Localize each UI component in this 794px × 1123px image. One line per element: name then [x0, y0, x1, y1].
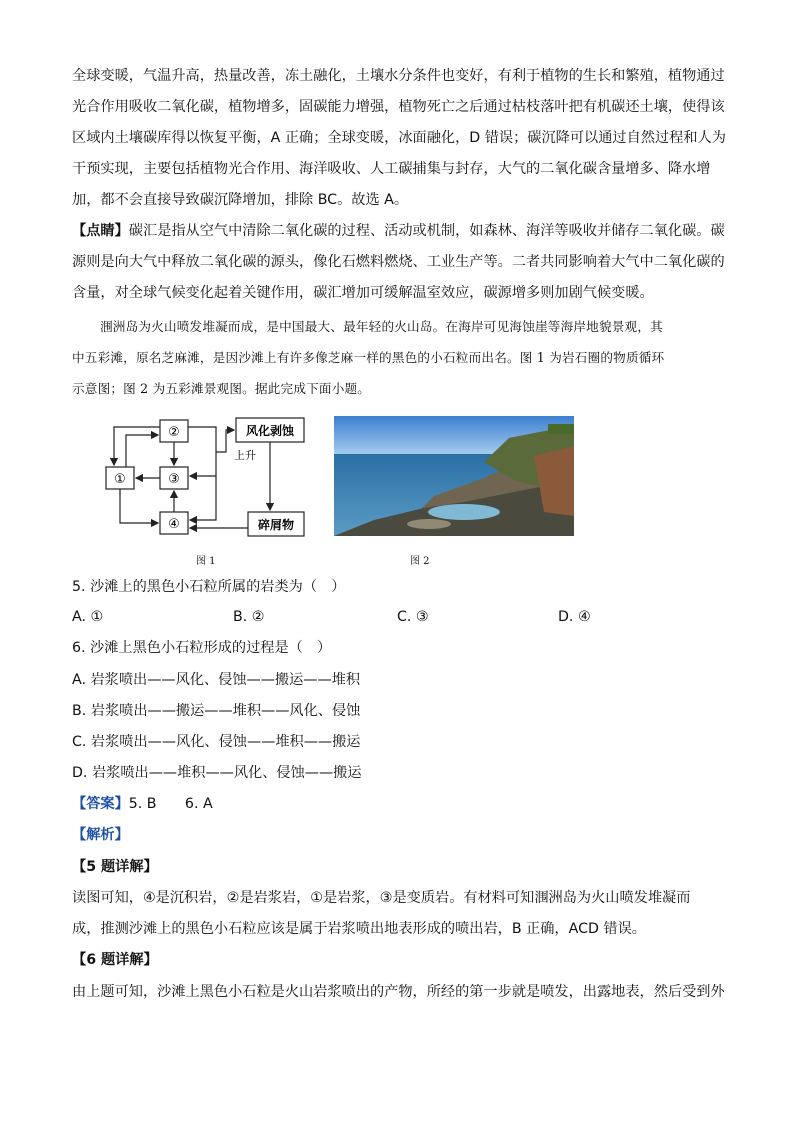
question-stem: 5. 沙滩上的黑色小石粒所属的岩类为（ ） [72, 579, 346, 595]
node-2-label: ② [168, 425, 180, 440]
option-d: D. 岩浆喷出——堆积——风化、侵蚀——搬运 [72, 765, 362, 781]
node-3 [160, 467, 188, 489]
box-sediment [248, 512, 304, 536]
detail-6-tag: 【6 题详解】 [72, 952, 158, 968]
answer-text: 5. B 6. A [128, 796, 213, 812]
text-line [72, 216, 725, 247]
option-c: C. ③ [397, 609, 429, 625]
option-a: A. ① [72, 609, 104, 625]
text-line: 区域内土壤碳库得以恢复平衡，A 正确；全球变暖，冰面融化，D 错误；碳沉降可以通过自然过程和人为 [72, 130, 726, 146]
text-line: 含量，对全球气候变化起着关键作用，碳汇增加可缓解温室效应，碳源增多则加剧气候变暖。 [72, 285, 654, 301]
answer-line [72, 789, 722, 820]
option-c: C. 岩浆喷出——风化、侵蚀——堆积——搬运 [72, 734, 361, 750]
text-line: 全球变暖，气温升高，热量改善，冻土融化，土壤水分条件也变好，有利于植物的生长和繁殖，植物通过 [72, 68, 725, 84]
text-line: 中五彩滩，原名芝麻滩，是因沙滩上有许多像芝麻一样的黑色的小石粒而出名。图 1 为岩石圈的物质循环 [72, 350, 665, 365]
text-line: 源则是向大气中释放二氧化碳的源头，像化石燃料燃烧、工业生产等。二者共同影响着大气中二氧化碳的 [72, 254, 725, 270]
option-a: A. 岩浆喷出——风化、侵蚀——搬运——堆积 [72, 672, 361, 688]
option-b: B. 岩浆喷出——搬运——堆积——风化、侵蚀 [72, 703, 361, 719]
question-stem: 6. 沙滩上黑色小石粒形成的过程是（ ） [72, 640, 332, 656]
box-sediment-label: 碎屑物 [257, 518, 295, 532]
figure2-caption: 图 2 [410, 556, 430, 567]
text-line: 涠洲岛为火山喷发堆凝而成，是中国最大、最年轻的火山岛。在海岸可见海蚀崖等海岸地貌景观，其 [100, 319, 663, 334]
landscape-photo [334, 416, 574, 536]
answer-tag: 【答案】 [72, 796, 129, 812]
figure1-caption: 图 1 [196, 556, 216, 567]
box-weathering-label: 风化剥蚀 [245, 424, 295, 438]
text-line: 示意图；图 2 为五彩滩景观图。据此完成下面小题。 [72, 381, 371, 396]
uplift-label: 上升 [234, 449, 256, 462]
option-d: D. ④ [558, 609, 591, 625]
dianjing-tag: 【点睛】 [72, 223, 129, 239]
box-weathering [236, 418, 304, 442]
dianjing-text: 碳汇是指从空气中清除二氧化碳的过程、活动或机制，如森林、海洋等吸收并储存二氧化碳。碳 [128, 223, 725, 239]
text-line: 光合作用吸收二氧化碳，植物增多，固碳能力增强，植物死亡之后通过枯枝落叶把有机碳还土壤，使得该 [72, 99, 725, 115]
text-line: 加，都不会直接导致碳沉降增加，排除 BC。故选 A。 [72, 192, 409, 208]
node-4 [160, 512, 188, 534]
node-1-label: ① [114, 472, 126, 487]
text-line: 干预实现，主要包括植物光合作用、海洋吸收、人工碳捕集与封存，大气的二氧化碳含量增多、降水增 [72, 161, 711, 177]
node-2 [160, 420, 188, 442]
text-line: 由上题可知，沙滩上黑色小石粒是火山岩浆喷出的产物，所经的第一步就是喷发，出露地表，然后受到外 [72, 984, 725, 1000]
node-3-label: ③ [168, 472, 180, 487]
node-4-label: ④ [168, 517, 180, 532]
text-line: 成，推测沙滩上的黑色小石粒应该是属于岩浆喷出地表形成的喷出岩，B 正确，ACD 错误。 [72, 921, 646, 937]
text-line: 读图可知，④是沉积岩，②是岩浆岩，①是岩浆，③是变质岩。有材料可知涠洲岛为火山喷发堆凝而 [72, 890, 691, 906]
analysis-tag: 【解析】 [72, 827, 129, 843]
node-1 [106, 467, 134, 489]
option-b: B. ② [233, 609, 265, 625]
detail-5-tag: 【5 题详解】 [72, 859, 158, 875]
rock-cycle-diagram [96, 412, 316, 542]
